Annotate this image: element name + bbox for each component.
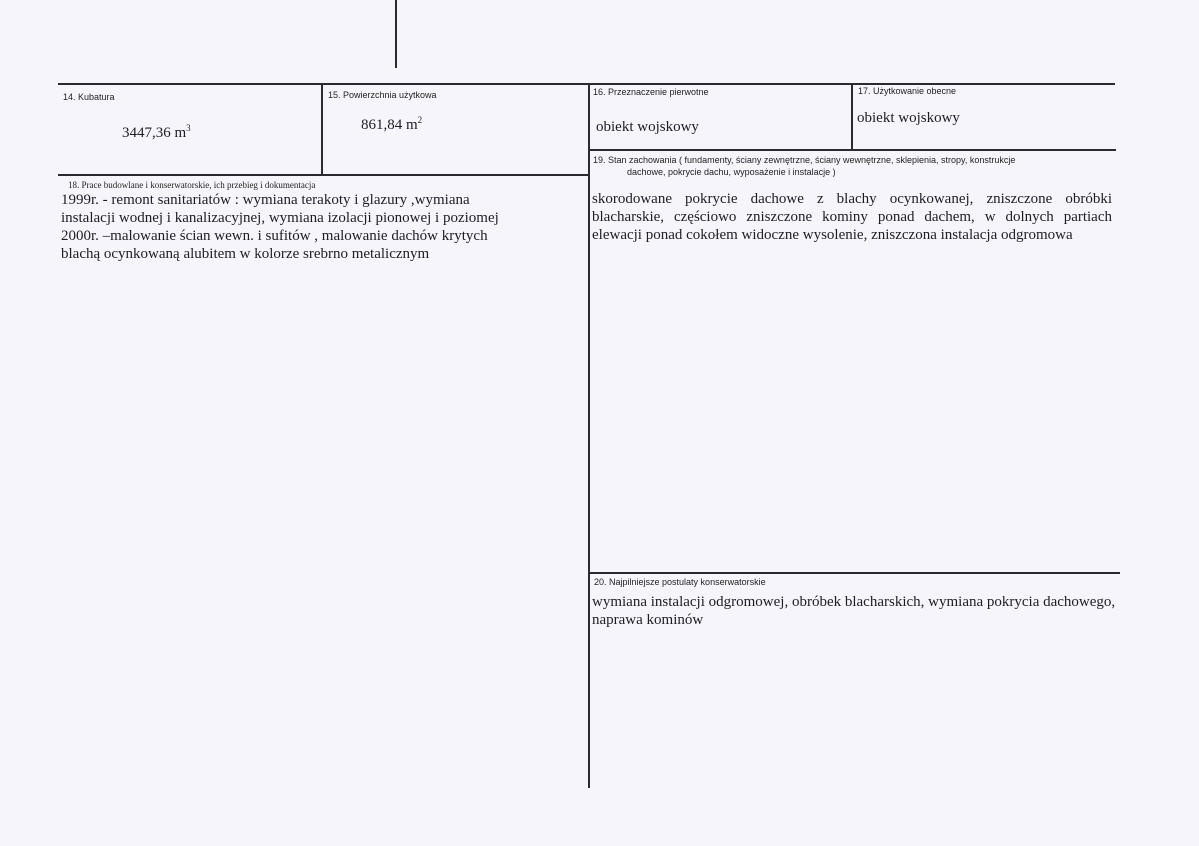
powierzchnia-number: 861,84 m — [361, 117, 418, 133]
top-row-line — [58, 83, 1115, 85]
powierzchnia-label: 15. Powierzchnia użytkowa — [328, 90, 437, 100]
prace-line: instalacji wodnej i kanalizacyjnej, wymiana izolacji pionowej i poziomej — [61, 210, 499, 226]
divider-16-17 — [851, 84, 853, 150]
postulaty-label: 20. Najpilniejsze postulaty konserwatorskie — [594, 577, 766, 587]
kubatura-label: 14. Kubatura — [63, 92, 115, 102]
prace-line: 2000r. –malowanie ścian wewn. i sufitów , malowanie dachów krytych — [61, 228, 488, 244]
stan-zachowania-text: skorodowane pokrycie dachowe z blachy ocynkowanej, zniszczone obróbki blacharskie, częściowo zniszczone kominy ponad dachem, w dolnych partiach elewacji ponad cokołem widoczne wysolenie, zniszczona instalacja odgromowa — [592, 191, 1112, 243]
uzytkowanie-value: obiekt wojskowy — [857, 110, 960, 126]
powierzchnia-value — [361, 116, 422, 134]
prace-line: blachą ocynkowaną alubitem w kolorze srebrno metalicznym — [61, 246, 430, 262]
kubatura-exponent: 3 — [186, 123, 191, 133]
divider-14-15 — [321, 84, 323, 176]
section-20-line — [588, 572, 1120, 574]
stan-zachowania-label-line2: dachowe, pokrycie dachu, wyposażenie i instalacje ) — [627, 167, 836, 177]
uzytkowanie-label: 17. Użytkowanie obecne — [858, 86, 957, 96]
prace-line: 1999r. - remont sanitariatów : wymiana terakoty i glazury ,wymiana — [61, 192, 470, 208]
przeznaczenie-label: 16. Przeznaczenie pierwotne — [593, 87, 709, 97]
postulaty-text: wymiana instalacji odgromowej, obróbek blacharskich, wymiana pokrycia dachowego, naprawa kominów — [592, 594, 1116, 628]
prace-text — [61, 191, 581, 263]
top-divider-line — [395, 0, 397, 68]
prace-label: 18. Prace budowlane i konserwatorskie, ich przebieg i dokumentacja — [68, 180, 316, 190]
left-section-line — [58, 174, 588, 176]
center-divider — [588, 84, 590, 788]
kubatura-number: 3447,36 m — [122, 125, 187, 141]
powierzchnia-exponent: 2 — [417, 115, 423, 125]
kubatura-value — [122, 124, 191, 142]
przeznaczenie-value: obiekt wojskowy — [596, 119, 699, 135]
stan-zachowania-label-line1: 19. Stan zachowania ( fundamenty, ściany zewnętrzne, ściany wewnętrzne, sklepienia, stropy, konstrukcje — [593, 155, 1016, 165]
right-section-line — [588, 149, 1116, 151]
